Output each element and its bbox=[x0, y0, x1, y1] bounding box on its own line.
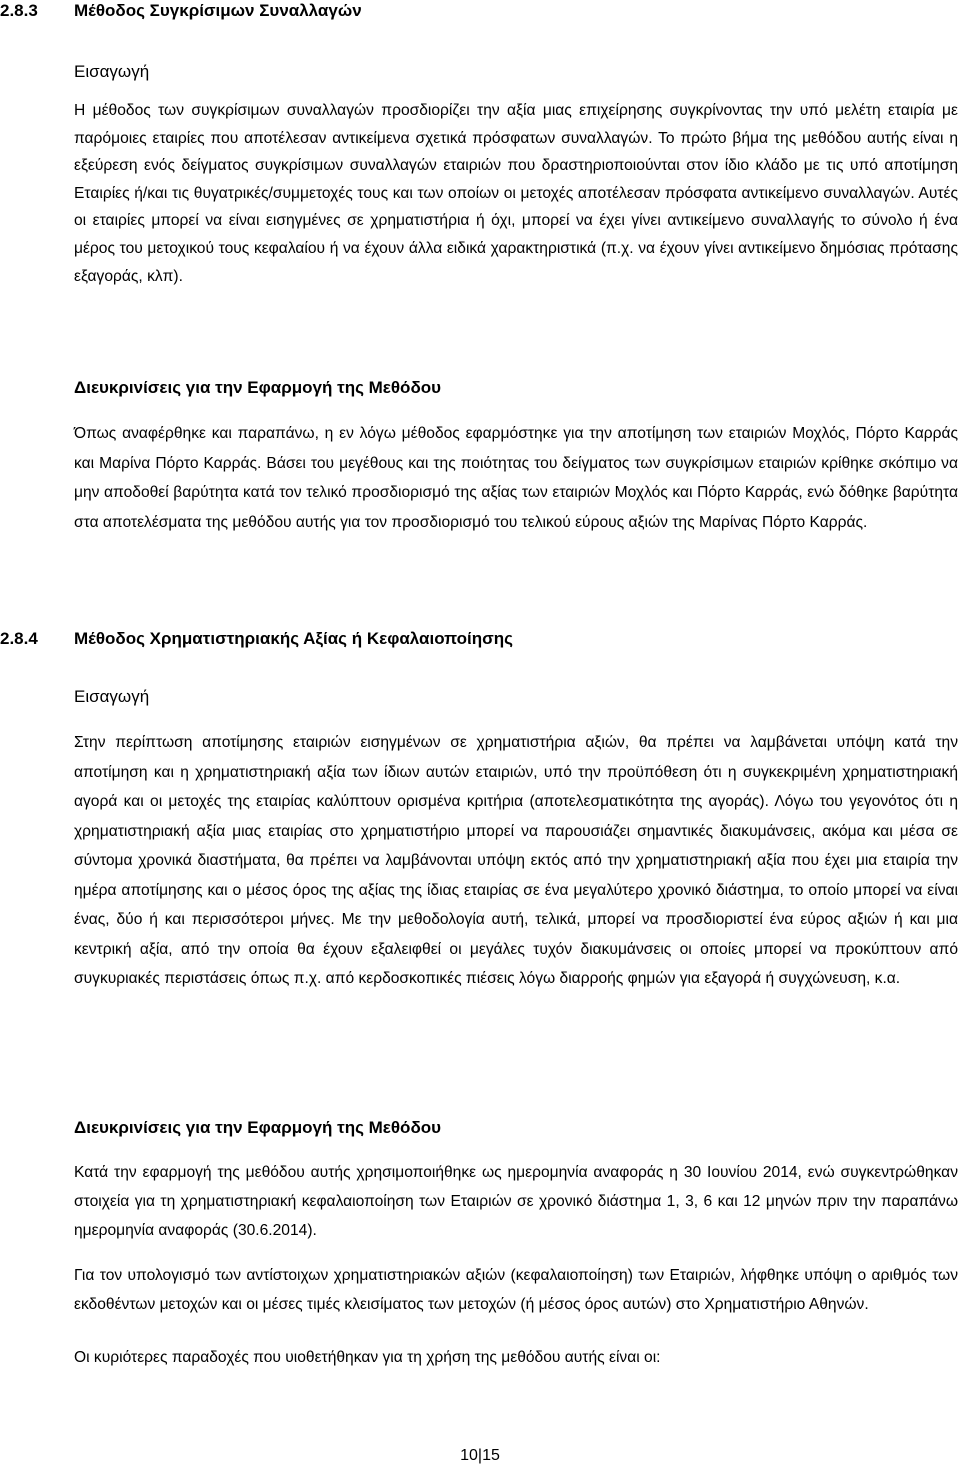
page-separator: | bbox=[477, 1447, 483, 1464]
section-heading bbox=[0, 629, 513, 649]
section-number: 2.8.4 bbox=[0, 629, 38, 648]
clarifications-paragraph: Κατά την εφαρμογή της μεθόδου αυτής χρησιμοποιήθηκε ως ημερομηνία αναφοράς η 30 Ιουνίου 2014, ενώ συγκεντρώθηκαν στοιχεία για τη χρηματιστηριακή κεφαλαιοποίηση των Εταιριών σε χρονικό διάστημα 1, 3, 6 και 12 μηνών πριν την παραπάνω ημερομηνία αναφοράς (30.6.2014). bbox=[74, 1164, 958, 1239]
section-title: Μέθοδος Χρηματιστηριακής Αξίας ή Κεφαλαιοποίησης bbox=[74, 629, 514, 648]
clarifications-paragraph: Για τον υπολογισμό των αντίστοιχων χρηματιστηριακών αξιών (κεφαλαιοποίηση) των Εταιριών, λήφθηκε υπόψη ο αριθμός των εκδοθέντων μετοχών και οι μέσες τιμές κλεισίματος των μετοχών (ή μέσος όρος αυτών) στο Χρηματιστήριο Αθηνών. bbox=[74, 1267, 958, 1313]
intro-subheading: Εισαγωγή bbox=[74, 687, 150, 706]
section-heading bbox=[0, 1, 362, 21]
clarifications-subheading: Διευκρινίσεις για την Εφαρμογή της Μεθόδου bbox=[74, 378, 442, 397]
clarifications-subheading: Διευκρινίσεις για την Εφαρμογή της Μεθόδου bbox=[74, 1118, 442, 1137]
clarifications-paragraph: Όπως αναφέρθηκε και παραπάνω, η εν λόγω μέθοδος εφαρμόστηκε για την αποτίμηση των εταιριών Μοχλός, Πόρτο Καρράς και Μαρίνα Πόρτο Καρράς. Βάσει του μεγέθους και της ποιότητας του δείγματος των συγκρίσιμων εταιριών κρίθηκε σκόπιμο να μην αποδοθεί βαρύτητα κατά τον τελικό προσδιορισμό της αξίας των εταιριών Μοχλός και Πόρτο Καρράς, ενώ δόθηκε βαρύτητα στα αποτελέσματα της μεθόδου αυτής για τον προσδιορισμό του τελικού εύρους αξιών της Μαρίνας Πόρτο Καρράς. bbox=[74, 425, 958, 531]
section-title: Μέθοδος Συγκρίσιμων Συναλλαγών bbox=[74, 1, 362, 20]
clarifications-paragraph: Οι κυριότερες παραδοχές που υιοθετήθηκαν για τη χρήση της μεθόδου αυτής είναι οι: bbox=[74, 1349, 661, 1366]
intro-paragraph: Στην περίπτωση αποτίμησης εταιριών εισηγμένων σε χρηματιστήρια αξιών, θα πρέπει να λαμβάνεται υπόψη κατά την αποτίμηση και η χρηματιστηριακή αξία των ίδιων αυτών εταιριών, υπό την προϋπόθεση ότι η συγκεκριμένη χρηματιστηριακή αγορά και οι μετοχές της εταιρίας καλύπτουν ορισμένα κριτήρια (αποτελεσματικότητα της αγοράς). Λόγω του γεγονότος ότι η χρηματιστηριακή αξία μιας εταιρίας στο χρηματιστήριο μπορεί να παρουσιάζει σημαντικές διακυμάνσεις, ακόμα και μέσα σε σύντομα χρονικά διαστήματα, θα πρέπει να λαμβάνονται υπόψη εκτός από την χρηματιστηριακή αξία που έχει μια εταιρία την ημέρα αποτίμησης και ο μέσος όρος της αξίας της ίδιας εταιρίας σε ένα μεγαλύτερο χρονικό διάστημα, το οποίο μπορεί να είναι ένας, δύο ή και περισσότεροι μήνες. Με την μεθοδολογία αυτή, τελικά, μπορεί να προσδιοριστεί ένα εύρος αξιών ή και μια κεντρική αξία, από την οποία θα έχουν εξαλειφθεί οι μεγάλες τυχόν διακυμάνσεις οι οποίες μπορεί να προκύπτουν από συγκυριακές περιστάσεις όπως π.χ. από κερδοσκοπικές πιέσεις λόγω διαρροής φημών για εξαγορά ή συγχώνευση, κ.α. bbox=[74, 734, 958, 987]
page-footer bbox=[0, 1446, 960, 1466]
intro-paragraph: Η μέθοδος των συγκρίσιμων συναλλαγών προσδιορίζει την αξία μιας επιχείρησης συγκρίνοντας την υπό μελέτη εταιρία με παρόμοιες εταιρίες που αποτέλεσαν αντικείμενα σχετικά πρόσφατων συναλλαγών. Το πρώτο βήμα της μεθόδου αυτής είναι η εξεύρεση ενός δείγματος συγκρίσιμων συναλλαγών εταιριών που δραστηριοποιούνται στον ίδιο κλάδο με τις υπό αποτίμηση Εταιρίες ή/και τις θυγατρικές/συμμετοχές τους και των οποίων οι μετοχές αποτέλεσαν πρόσφατα αντικείμενο συναλλαγών. Αυτές οι εταιρίες μπορεί να είναι εισηγμένες σε χρηματιστήρια ή όχι, μπορεί να έχει γίνει αντικείμενο συναλλαγής το σύνολο ή ένα μέρος του μετοχικού τους κεφαλαίου ή να έχουν άλλα ειδικά χαρακτηριστικά (π.χ. να έχουν γίνει αντικείμενο δημόσιας πρότασης εξαγοράς, κλπ). bbox=[74, 102, 958, 285]
page-number: 10 bbox=[460, 1447, 478, 1464]
page-total: 15 bbox=[482, 1447, 500, 1464]
section-number: 2.8.3 bbox=[0, 1, 38, 20]
intro-subheading: Εισαγωγή bbox=[74, 62, 150, 81]
